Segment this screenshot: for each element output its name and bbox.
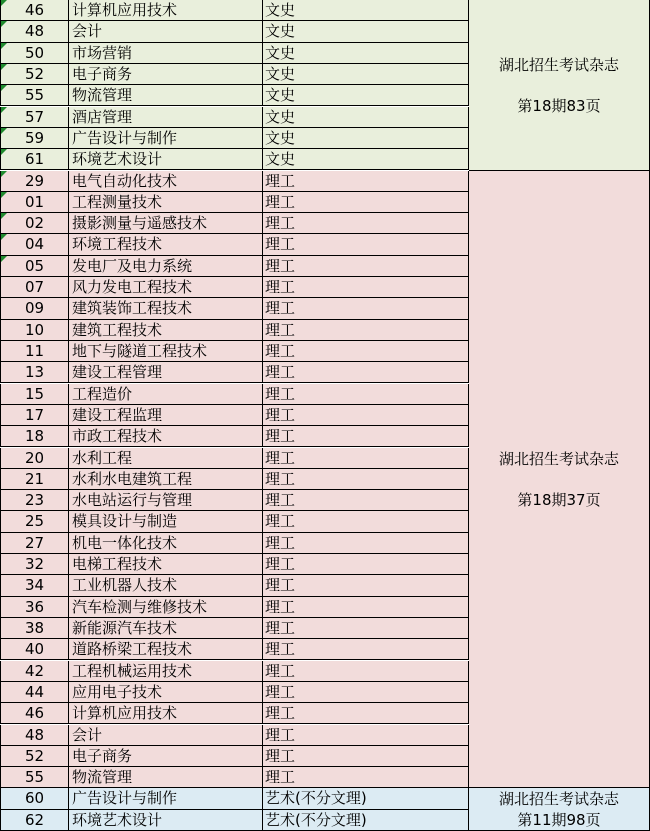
cell-major[interactable]: 建设工程监理 <box>69 405 263 426</box>
cell-code[interactable] <box>0 703 69 724</box>
cell-category[interactable]: 理工 <box>263 426 469 447</box>
cell-code[interactable] <box>0 85 69 106</box>
source-journal-label: 湖北招生考试杂志 <box>498 449 619 468</box>
cell-code[interactable] <box>0 0 69 21</box>
cell-major[interactable]: 市场营销 <box>69 43 263 64</box>
cell-category[interactable]: 理工 <box>263 746 469 767</box>
cell-code[interactable] <box>0 149 69 170</box>
cell-code-text: 27 <box>24 533 45 552</box>
cell-category[interactable]: 理工 <box>263 575 469 596</box>
merged-source-cell[interactable] <box>469 171 650 789</box>
table-row <box>0 725 469 746</box>
cell-major[interactable]: 摄影测量与遥感技术 <box>69 213 263 234</box>
error-indicator-icon <box>1 21 7 27</box>
cell-code-text: 21 <box>24 469 45 488</box>
cell-code-text: 09 <box>24 299 45 318</box>
cell-code[interactable] <box>0 213 69 234</box>
cell-major[interactable]: 物流管理 <box>69 767 263 788</box>
cell-major[interactable]: 环境艺术设计 <box>69 149 263 170</box>
cell-code[interactable] <box>0 362 69 383</box>
cell-code-text: 34 <box>24 576 45 595</box>
cell-major[interactable]: 市政工程技术 <box>69 426 263 447</box>
cell-code-text: 05 <box>24 256 45 275</box>
cell-code-text: 18 <box>24 427 45 446</box>
cell-code-text: 11 <box>24 341 45 360</box>
table-row <box>0 448 469 469</box>
cell-code[interactable] <box>0 405 69 426</box>
cell-major[interactable]: 水利工程 <box>69 448 263 469</box>
table-row <box>0 511 469 532</box>
cell-major[interactable]: 广告设计与制作 <box>69 788 263 809</box>
cell-major[interactable]: 机电一体化技术 <box>69 533 263 554</box>
table-row <box>0 597 469 618</box>
cell-code-text: 13 <box>24 363 45 382</box>
cell-code-text: 38 <box>24 618 45 637</box>
cell-category[interactable]: 理工 <box>263 192 469 213</box>
table-row <box>0 298 469 319</box>
cell-code-text: 42 <box>24 661 45 680</box>
cell-code[interactable] <box>0 788 69 809</box>
cell-code[interactable] <box>0 469 69 490</box>
cell-code[interactable] <box>0 341 69 362</box>
source-page-label: 第18期83页 <box>517 96 601 115</box>
cell-category[interactable]: 文史 <box>263 43 469 64</box>
cell-category[interactable]: 理工 <box>263 597 469 618</box>
cell-category[interactable]: 文史 <box>263 128 469 149</box>
cell-code-text: 55 <box>24 86 45 105</box>
cell-major[interactable]: 水利水电建筑工程 <box>69 469 263 490</box>
cell-major[interactable]: 物流管理 <box>69 85 263 106</box>
cell-major[interactable]: 电子商务 <box>69 64 263 85</box>
cell-major[interactable]: 汽车检测与维修技术 <box>69 597 263 618</box>
cell-category[interactable]: 理工 <box>263 171 469 192</box>
cell-code-text: 10 <box>24 320 45 339</box>
error-indicator-icon <box>1 0 7 6</box>
table-row <box>0 277 469 298</box>
cell-major[interactable]: 电梯工程技术 <box>69 554 263 575</box>
cell-code-text: 36 <box>24 597 45 616</box>
cell-category[interactable]: 理工 <box>263 256 469 277</box>
cell-category[interactable]: 理工 <box>263 320 469 341</box>
cell-code[interactable] <box>0 192 69 213</box>
cell-code-text: 32 <box>24 555 45 573</box>
table-row <box>0 256 469 277</box>
source-page-label: 第18期37页 <box>517 490 601 509</box>
cell-code-text: 15 <box>24 384 45 403</box>
table-row <box>0 533 469 554</box>
table-row <box>0 192 469 213</box>
cell-code[interactable] <box>0 43 69 64</box>
cell-code[interactable] <box>0 597 69 618</box>
table-row <box>0 43 469 64</box>
cell-major[interactable]: 电气自动化技术 <box>69 171 263 192</box>
cell-code[interactable] <box>0 533 69 554</box>
cell-code[interactable] <box>0 490 69 511</box>
cell-category[interactable]: 理工 <box>263 298 469 319</box>
error-indicator-icon <box>1 128 7 134</box>
cell-category[interactable]: 理工 <box>263 341 469 362</box>
table-row <box>0 746 469 767</box>
cell-code-text: 17 <box>24 405 45 424</box>
cell-code[interactable] <box>0 107 69 128</box>
error-indicator-icon <box>1 213 7 219</box>
cell-category[interactable]: 文史 <box>263 85 469 106</box>
table-row <box>0 107 469 128</box>
cell-code[interactable] <box>0 298 69 319</box>
cell-category[interactable]: 理工 <box>263 213 469 234</box>
cell-code-text: 48 <box>24 22 45 41</box>
cell-category[interactable]: 理工 <box>263 725 469 746</box>
cell-major[interactable]: 电子商务 <box>69 746 263 767</box>
cell-code[interactable] <box>0 448 69 469</box>
cell-major[interactable]: 应用电子技术 <box>69 682 263 703</box>
table-row <box>0 213 469 234</box>
cell-major[interactable]: 水电站运行与管理 <box>69 490 263 511</box>
cell-major[interactable]: 环境艺术设计 <box>69 810 263 831</box>
cell-major[interactable]: 环境工程技术 <box>69 234 263 255</box>
cell-code[interactable] <box>0 575 69 596</box>
cell-category[interactable]: 理工 <box>263 469 469 490</box>
cell-code[interactable] <box>0 64 69 85</box>
cell-category[interactable]: 艺术(不分文理) <box>263 788 469 809</box>
cell-category[interactable]: 文史 <box>263 149 469 170</box>
cell-code-text: 23 <box>24 491 45 510</box>
error-indicator-icon <box>1 234 7 240</box>
source-journal-label: 湖北招生考试杂志 <box>498 790 619 809</box>
cell-code[interactable] <box>0 661 69 682</box>
cell-major[interactable]: 建设工程管理 <box>69 362 263 383</box>
cell-major[interactable]: 工业机器人技术 <box>69 575 263 596</box>
table-row <box>0 469 469 490</box>
table-row <box>0 341 469 362</box>
cell-code-text: 60 <box>24 789 45 808</box>
cell-category[interactable]: 理工 <box>263 277 469 298</box>
cell-major[interactable]: 模具设计与制造 <box>69 511 263 532</box>
cell-code[interactable] <box>0 746 69 767</box>
cell-code-text: 55 <box>24 768 45 787</box>
cell-category[interactable]: 文史 <box>263 107 469 128</box>
cell-category[interactable]: 理工 <box>263 661 469 682</box>
table-row <box>0 639 469 660</box>
cell-major[interactable]: 新能源汽车技术 <box>69 618 263 639</box>
cell-category[interactable]: 理工 <box>263 639 469 660</box>
cell-category[interactable]: 理工 <box>263 618 469 639</box>
cell-category[interactable]: 理工 <box>263 362 469 383</box>
cell-code[interactable] <box>0 277 69 298</box>
cell-category[interactable]: 理工 <box>263 554 469 575</box>
cell-code-text: 44 <box>24 682 45 701</box>
table-row <box>0 171 469 192</box>
cell-category[interactable]: 理工 <box>263 405 469 426</box>
cell-major[interactable]: 会计 <box>69 21 263 42</box>
table-row <box>0 767 469 788</box>
table-row <box>0 384 469 405</box>
cell-code-text: 61 <box>24 150 45 169</box>
cell-code-text: 62 <box>24 810 45 829</box>
table-row <box>0 703 469 724</box>
cell-code[interactable] <box>0 128 69 149</box>
cell-code[interactable] <box>0 511 69 532</box>
table-row <box>0 810 469 831</box>
cell-code-text: 59 <box>24 128 45 147</box>
table-row <box>0 234 469 255</box>
cell-code[interactable] <box>0 618 69 639</box>
source-page-label: 第11期98页 <box>517 811 601 830</box>
cell-major[interactable]: 建筑装饰工程技术 <box>69 298 263 319</box>
table-row <box>0 682 469 703</box>
cell-code[interactable] <box>0 234 69 255</box>
table-row <box>0 788 469 809</box>
cell-major[interactable]: 发电厂及电力系统 <box>69 256 263 277</box>
cell-code-text: 20 <box>24 448 45 467</box>
cell-code[interactable] <box>0 554 69 575</box>
cell-code-text: 50 <box>24 43 45 62</box>
error-indicator-icon <box>1 256 7 262</box>
cell-major[interactable]: 酒店管理 <box>69 107 263 128</box>
cell-code[interactable] <box>0 21 69 42</box>
cell-code[interactable] <box>0 384 69 405</box>
cell-category[interactable]: 文史 <box>263 0 469 21</box>
cell-category[interactable]: 理工 <box>263 767 469 788</box>
table-row <box>0 405 469 426</box>
table-row <box>0 85 469 106</box>
cell-category[interactable]: 理工 <box>263 511 469 532</box>
cell-code[interactable] <box>0 256 69 277</box>
error-indicator-icon <box>1 64 7 70</box>
error-indicator-icon <box>1 85 7 91</box>
cell-code-text: 48 <box>24 725 45 744</box>
cell-major[interactable]: 会计 <box>69 725 263 746</box>
cell-major[interactable]: 地下与隧道工程技术 <box>69 341 263 362</box>
cell-code[interactable] <box>0 810 69 831</box>
cell-code[interactable] <box>0 639 69 660</box>
table-row <box>0 575 469 596</box>
cell-code-text: 46 <box>24 704 45 723</box>
cell-category[interactable]: 文史 <box>263 64 469 85</box>
table-row <box>0 21 469 42</box>
error-indicator-icon <box>1 107 7 113</box>
cell-category[interactable]: 理工 <box>263 448 469 469</box>
table-row <box>0 0 469 21</box>
cell-code-text: 57 <box>24 107 45 126</box>
cell-category[interactable]: 理工 <box>263 533 469 554</box>
cell-code[interactable] <box>0 682 69 703</box>
cell-code-text: 29 <box>24 171 45 190</box>
error-indicator-icon <box>1 192 7 198</box>
table-row <box>0 149 469 170</box>
cell-code-text: 52 <box>24 746 45 765</box>
cell-category[interactable]: 理工 <box>263 682 469 703</box>
cell-category[interactable]: 文史 <box>263 21 469 42</box>
cell-code[interactable] <box>0 767 69 788</box>
cell-code[interactable] <box>0 426 69 447</box>
cell-major[interactable]: 广告设计与制作 <box>69 128 263 149</box>
cell-code[interactable] <box>0 171 69 192</box>
cell-code-text: 07 <box>24 278 45 296</box>
cell-code-text: 04 <box>24 235 45 254</box>
cell-code-text: 02 <box>24 214 45 233</box>
error-indicator-icon <box>1 171 7 177</box>
source-journal-label: 湖北招生考试杂志 <box>498 55 619 74</box>
cell-category[interactable]: 理工 <box>263 234 469 255</box>
cell-category[interactable]: 艺术(不分文理) <box>263 810 469 831</box>
cell-major[interactable]: 计算机应用技术 <box>69 0 263 21</box>
cell-category[interactable]: 理工 <box>263 490 469 511</box>
cell-major[interactable]: 风力发电工程技术 <box>69 277 263 298</box>
table-row <box>0 618 469 639</box>
cell-major[interactable]: 计算机应用技术 <box>69 703 263 724</box>
cell-code[interactable] <box>0 725 69 746</box>
cell-code-text: 25 <box>24 512 45 531</box>
table-row <box>0 426 469 447</box>
cell-category[interactable]: 理工 <box>263 384 469 405</box>
cell-code-text: 01 <box>24 192 45 211</box>
table-row <box>0 128 469 149</box>
cell-major[interactable]: 道路桥梁工程技术 <box>69 639 263 660</box>
merged-source-cell[interactable] <box>469 0 650 171</box>
table-row <box>0 320 469 341</box>
cell-major[interactable]: 工程造价 <box>69 384 263 405</box>
table-row <box>0 661 469 682</box>
cell-code[interactable] <box>0 320 69 341</box>
table-row <box>0 362 469 383</box>
cell-code-text: 40 <box>24 640 45 659</box>
cell-major[interactable]: 建筑工程技术 <box>69 320 263 341</box>
error-indicator-icon <box>1 43 7 49</box>
table-row <box>0 490 469 511</box>
cell-code-text: 46 <box>24 1 45 19</box>
table-row <box>0 64 469 85</box>
merged-source-cell[interactable] <box>469 788 650 831</box>
cell-category[interactable]: 理工 <box>263 703 469 724</box>
cell-code-text: 52 <box>24 64 45 83</box>
table-row <box>0 554 469 575</box>
error-indicator-icon <box>1 149 7 155</box>
cell-major[interactable]: 工程机械运用技术 <box>69 661 263 682</box>
cell-major[interactable]: 工程测量技术 <box>69 192 263 213</box>
